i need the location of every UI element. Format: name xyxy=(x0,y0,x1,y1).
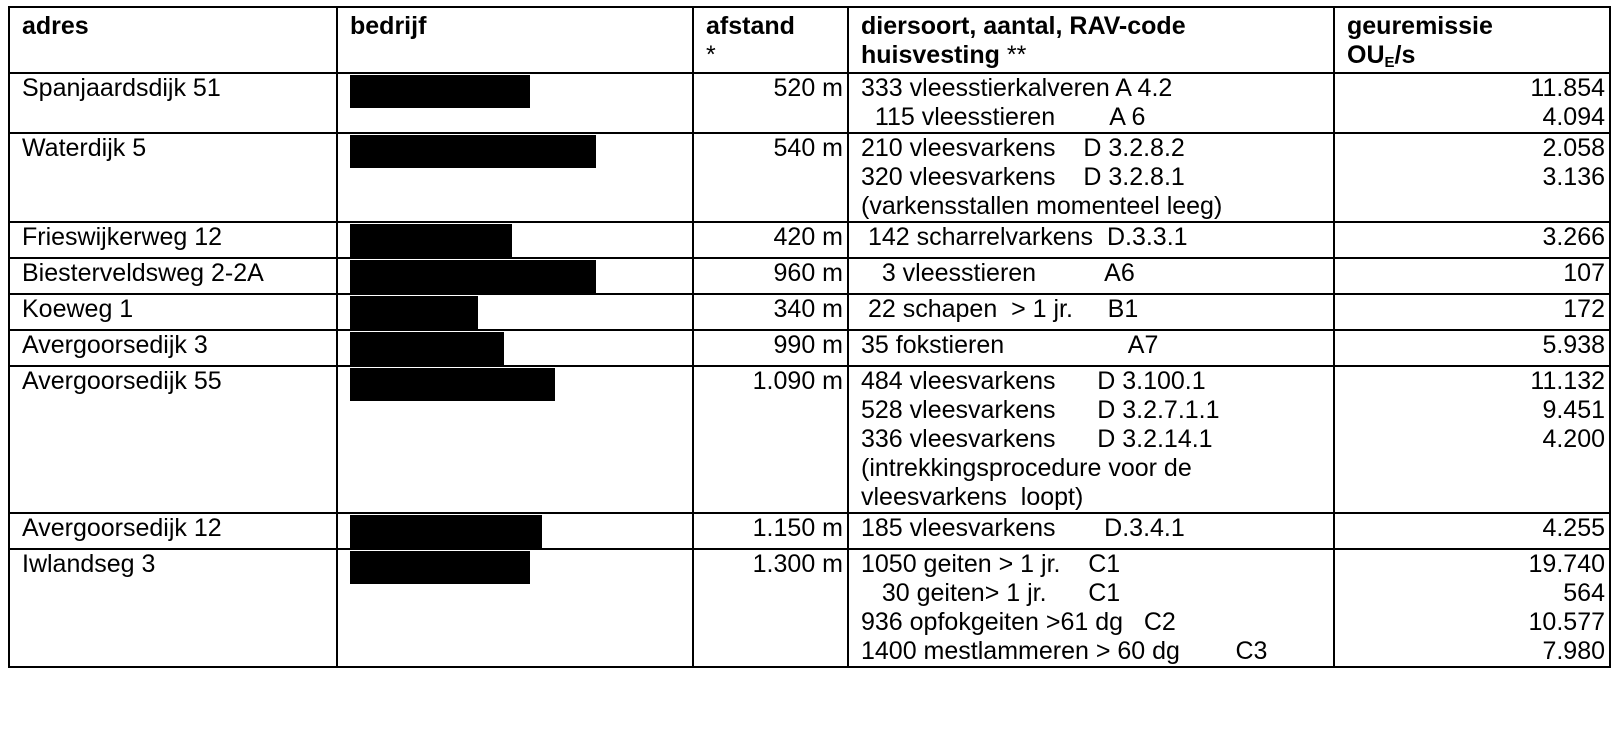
redaction-bar xyxy=(350,296,478,329)
livestock-table xyxy=(8,6,1611,668)
cell-bedrijf xyxy=(337,73,693,133)
cell-diersoort xyxy=(848,133,1334,222)
diersoort-line: 484 vleesvarkens D 3.100.1 xyxy=(861,367,1206,395)
geuremissie-value: 19.740 xyxy=(1528,550,1605,578)
redaction-bar xyxy=(350,75,530,108)
table-row xyxy=(9,133,1610,222)
cell-adres: Waterdijk 5 xyxy=(9,133,337,222)
diersoort-line: 1050 geiten > 1 jr. C1 xyxy=(861,550,1121,578)
geuremissie-value: 2.058 xyxy=(1542,134,1605,162)
diersoort-line: 1400 mestlammeren > 60 dg C3 xyxy=(861,637,1268,665)
geuremissie-value: 564 xyxy=(1563,579,1605,607)
diersoort-line: 333 vleesstierkalveren A 4.2 xyxy=(861,74,1173,102)
redaction-bar xyxy=(350,260,596,293)
table-row xyxy=(9,330,1610,366)
header-bedrijf: bedrijf xyxy=(337,7,693,73)
table-row xyxy=(9,258,1610,294)
redaction-bar xyxy=(350,332,504,365)
header-afstand: afstand * xyxy=(693,7,848,73)
geuremissie-value: 11.132 xyxy=(1530,367,1605,395)
table-row xyxy=(9,513,1610,549)
diersoort-line: 185 vleesvarkens D.3.4.1 xyxy=(861,514,1185,542)
cell-adres: Avergoorsedijk 12 xyxy=(9,513,337,549)
cell-adres: Frieswijkerweg 12 xyxy=(9,222,337,258)
table-row xyxy=(9,294,1610,330)
table-row xyxy=(9,73,1610,133)
geuremissie-value: 4.200 xyxy=(1542,425,1605,453)
cell-diersoort xyxy=(848,222,1334,258)
cell-geuremissie xyxy=(1334,366,1610,513)
redaction-bar xyxy=(350,368,555,401)
cell-geuremissie xyxy=(1334,513,1610,549)
cell-adres: Avergoorsedijk 55 xyxy=(9,366,337,513)
cell-bedrijf xyxy=(337,330,693,366)
cell-afstand: 1.150 m xyxy=(693,513,848,549)
cell-geuremissie xyxy=(1334,133,1610,222)
header-adres: adres xyxy=(9,7,337,73)
diersoort-line: 320 vleesvarkens D 3.2.8.1 xyxy=(861,163,1185,191)
diersoort-line: vleesvarkens loopt) xyxy=(861,483,1084,511)
geuremissie-value: 3.136 xyxy=(1542,163,1605,191)
redaction-bar xyxy=(350,551,530,584)
cell-diersoort xyxy=(848,366,1334,513)
cell-adres: Spanjaardsdijk 51 xyxy=(9,73,337,133)
geuremissie-value: 172 xyxy=(1563,295,1605,323)
cell-bedrijf xyxy=(337,222,693,258)
geuremissie-value: 4.255 xyxy=(1542,514,1605,542)
header-diersoort: diersoort, aantal, RAV-code huisvesting ** xyxy=(848,7,1334,73)
cell-adres: Avergoorsedijk 3 xyxy=(9,330,337,366)
diersoort-line: 30 geiten> 1 jr. C1 xyxy=(861,579,1121,607)
geuremissie-value: 10.577 xyxy=(1528,608,1605,636)
cell-afstand: 420 m xyxy=(693,222,848,258)
diersoort-line: 3 vleesstieren A6 xyxy=(861,259,1135,287)
cell-geuremissie xyxy=(1334,294,1610,330)
cell-afstand: 340 m xyxy=(693,294,848,330)
cell-adres: Biesterveldsweg 2-2A xyxy=(9,258,337,294)
cell-bedrijf xyxy=(337,513,693,549)
table-row xyxy=(9,366,1610,513)
cell-bedrijf xyxy=(337,258,693,294)
table-row xyxy=(9,549,1610,667)
cell-afstand: 540 m xyxy=(693,133,848,222)
geuremissie-value: 9.451 xyxy=(1542,396,1605,424)
cell-geuremissie xyxy=(1334,330,1610,366)
header-geuremissie: geuremissie $OU_E/s$ xyxy=(1334,7,1610,73)
cell-afstand: 960 m xyxy=(693,258,848,294)
cell-afstand: 1.090 m xyxy=(693,366,848,513)
geuremissie-value: 5.938 xyxy=(1542,331,1605,359)
diersoort-line: 336 vleesvarkens D 3.2.14.1 xyxy=(861,425,1213,453)
cell-diersoort xyxy=(848,330,1334,366)
cell-diersoort xyxy=(848,513,1334,549)
diersoort-line: 22 schapen > 1 jr. B1 xyxy=(861,295,1139,323)
diersoort-line: (varkensstallen momenteel leeg) xyxy=(861,192,1223,220)
diersoort-line: 35 fokstieren A7 xyxy=(861,331,1159,359)
diersoort-line: 115 vleesstieren A 6 xyxy=(861,103,1146,131)
geuremissie-value: 3.266 xyxy=(1542,223,1605,251)
redaction-bar xyxy=(350,135,596,168)
cell-diersoort xyxy=(848,258,1334,294)
cell-geuremissie xyxy=(1334,222,1610,258)
cell-geuremissie xyxy=(1334,549,1610,667)
cell-adres: Iwlandseg 3 xyxy=(9,549,337,667)
cell-afstand: 1.300 m xyxy=(693,549,848,667)
diersoort-line: 936 opfokgeiten >61 dg C2 xyxy=(861,608,1176,636)
cell-geuremissie xyxy=(1334,73,1610,133)
diersoort-line: 142 scharrelvarkens D.3.3.1 xyxy=(861,223,1188,251)
cell-bedrijf xyxy=(337,294,693,330)
geuremissie-value: 4.094 xyxy=(1542,103,1605,131)
cell-geuremissie xyxy=(1334,258,1610,294)
table-body xyxy=(9,73,1610,667)
diersoort-line: (intrekkingsprocedure voor de xyxy=(861,454,1192,482)
geuremissie-value: 107 xyxy=(1563,259,1605,287)
diersoort-line: 528 vleesvarkens D 3.2.7.1.1 xyxy=(861,396,1220,424)
table-row xyxy=(9,222,1610,258)
cell-diersoort xyxy=(848,294,1334,330)
cell-diersoort xyxy=(848,549,1334,667)
cell-bedrijf xyxy=(337,366,693,513)
cell-bedrijf xyxy=(337,549,693,667)
cell-diersoort xyxy=(848,73,1334,133)
geuremissie-value: 7.980 xyxy=(1542,637,1605,665)
cell-afstand: 520 m xyxy=(693,73,848,133)
redaction-bar xyxy=(350,515,542,548)
geuremissie-value: 11.854 xyxy=(1530,74,1605,102)
diersoort-line: 210 vleesvarkens D 3.2.8.2 xyxy=(861,134,1185,162)
cell-bedrijf xyxy=(337,133,693,222)
redaction-bar xyxy=(350,224,512,257)
cell-adres: Koeweg 1 xyxy=(9,294,337,330)
cell-afstand: 990 m xyxy=(693,330,848,366)
header-row xyxy=(9,7,1610,73)
